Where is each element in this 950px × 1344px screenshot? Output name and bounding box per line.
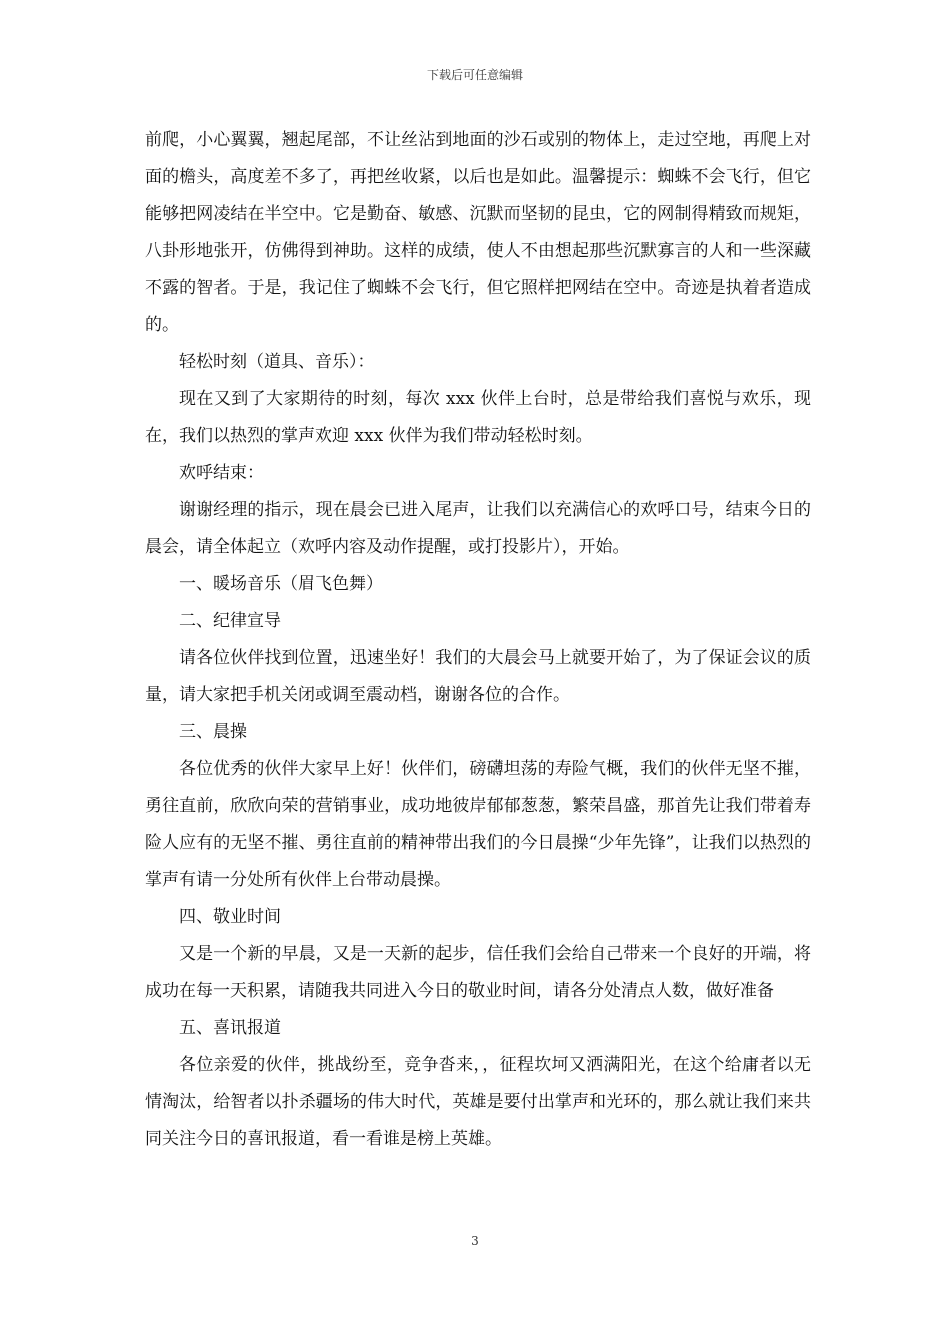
paragraph-7: 各位优秀的伙伴大家早上好！伙伴们，磅礴坦荡的寿险气概，我们的伙伴无坚不摧，勇往直前，欣欣向荣的营销事业，成功地彼岸郁郁葱葱，繁荣昌盛，那首先让我们带着寿险人应有的无坚不摧、勇往直前的精神带出我们的今日晨操“少年先锋”，让我们以热烈的掌声有请一分处所有伙伴上台带动晨操。 xyxy=(145,759,811,890)
paragraph-4: 欢呼结束： xyxy=(179,463,264,483)
section-heading-4: 四、敬业时间 xyxy=(179,907,281,927)
page-number: 3 xyxy=(471,1234,479,1248)
section-heading-2: 二、纪律宣导 xyxy=(179,611,281,631)
section-heading-5: 五、喜讯报道 xyxy=(179,1018,281,1038)
section-heading-3: 三、晨操 xyxy=(179,722,247,742)
paragraph-5: 谢谢经理的指示，现在晨会已进入尾声，让我们以充满信心的欢呼口号，结束今日的晨会，请全体起立（欢呼内容及动作提醒，或打投影片），开始。 xyxy=(145,500,811,557)
paragraph-6: 请各位伙伴找到位置，迅速坐好！我们的大晨会马上就要开始了，为了保证会议的质量，请大家把手机关闭或调至震动档，谢谢各位的合作。 xyxy=(145,648,811,705)
document-body xyxy=(145,122,811,1158)
paragraph-9: 各位亲爱的伙伴，挑战纷至，竞争沓来，，征程坎坷又洒满阳光，在这个给庸者以无情淘汰，给智者以扑杀疆场的伟大时代，英雄是要付出掌声和光环的，那么就让我们来共同关注今日的喜讯报道，看一看谁是榜上英雄。 xyxy=(145,1055,811,1149)
paragraph-1: 前爬，小心翼翼，翘起尾部，不让丝沾到地面的沙石或别的物体上，走过空地，再爬上对面的檐头，高度差不多了，再把丝收紧，以后也是如此。温馨提示：蜘蛛不会飞行，但它能够把网凌结在半空中。它是勤奋、敏感、沉默而坚韧的昆虫，它的网制得精致而规矩，八卦形地张开，仿佛得到神助。这样的成绩，使人不由想起那些沉默寡言的人和一些深藏不露的智者。于是，我记住了蜘蛛不会飞行，但它照样把网结在空中。奇迹是执着者造成的。 xyxy=(145,130,811,335)
paragraph-8: 又是一个新的早晨，又是一天新的起步，信任我们会给自己带来一个良好的开端，将成功在每一天积累，请随我共同进入今日的敬业时间，请各分处清点人数，做好准备 xyxy=(145,944,811,1001)
section-heading-1: 一、暖场音乐（眉飞色舞） xyxy=(179,574,383,594)
paragraph-2: 轻松时刻（道具、音乐）： xyxy=(179,352,375,372)
paragraph-3: 现在又到了大家期待的时刻，每次 xxx 伙伴上台时，总是带给我们喜悦与欢乐，现在，我们以热烈的掌声欢迎 xxx 伙伴为我们带动轻松时刻。 xyxy=(145,389,811,446)
page-header: 下载后可任意编辑 xyxy=(426,68,523,82)
